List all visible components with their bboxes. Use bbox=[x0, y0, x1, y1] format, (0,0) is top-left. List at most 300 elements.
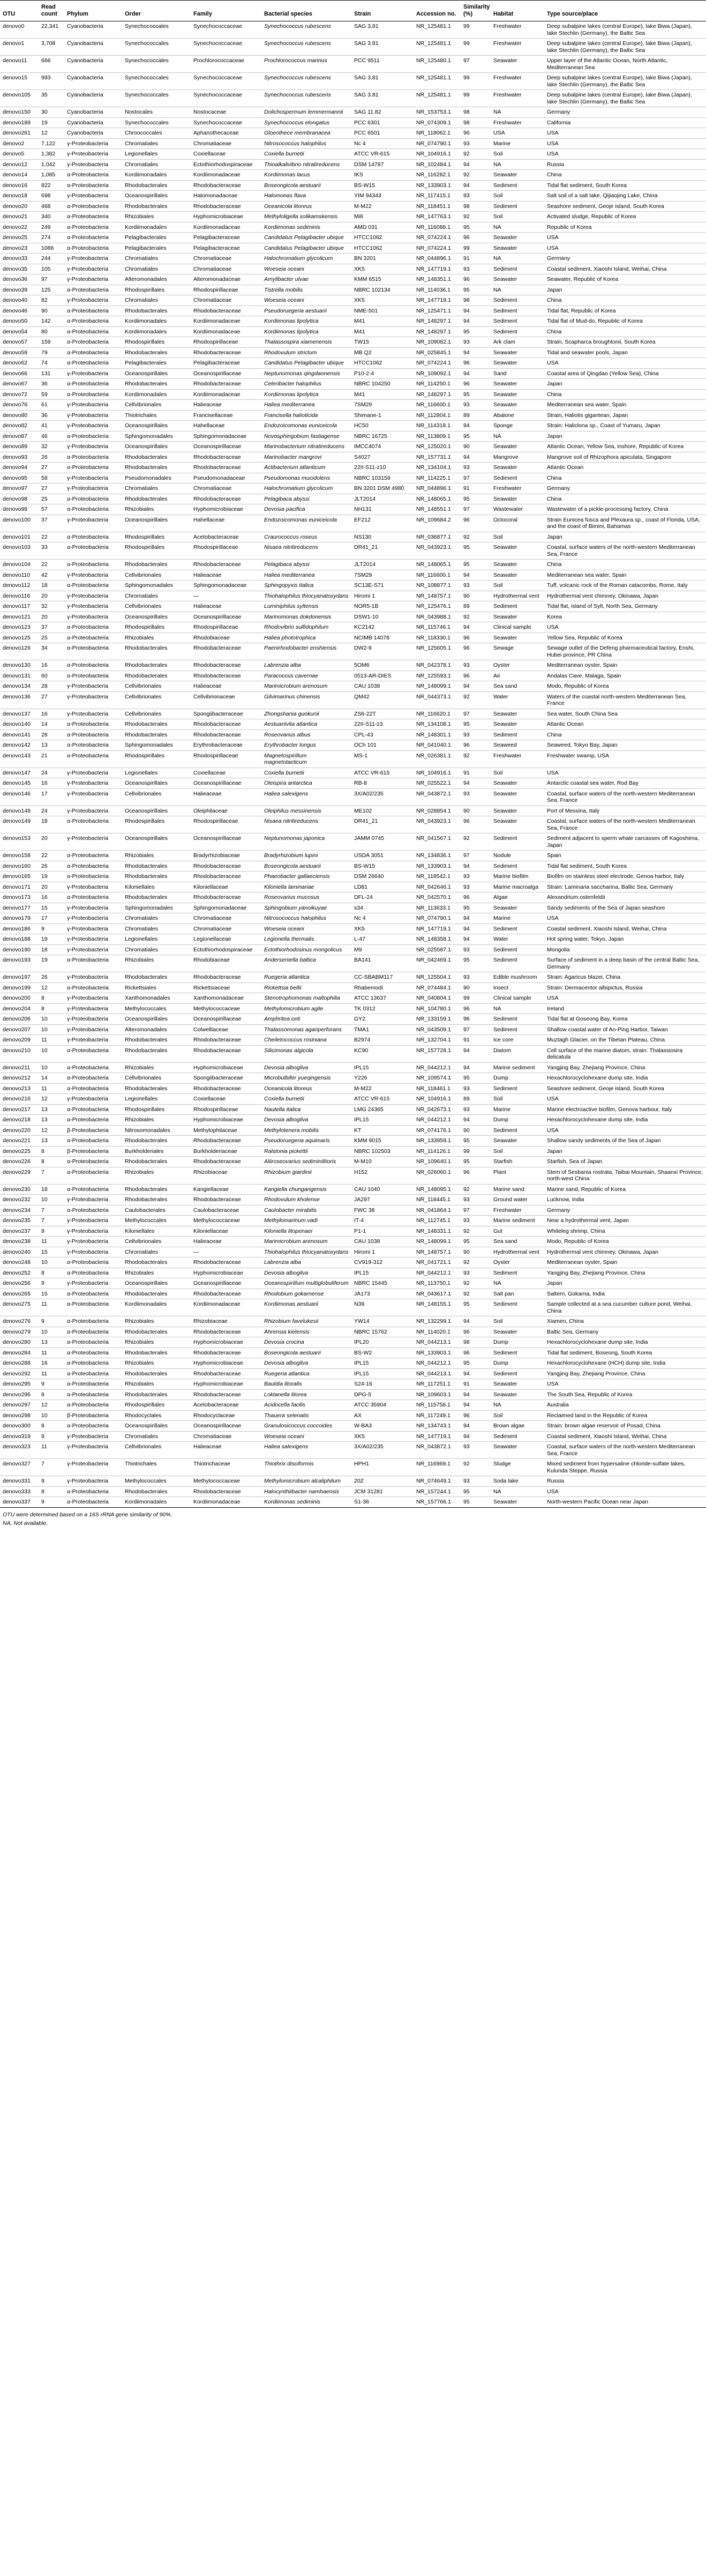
cell-bacterial-species: Rhizobium giardinii bbox=[261, 1167, 351, 1184]
cell-bacterial-species: Acidocella facilis bbox=[261, 1400, 351, 1411]
table-row bbox=[0, 740, 706, 751]
cell-otu: denovo145 bbox=[0, 778, 39, 789]
cell-strain: P10-2-4 bbox=[351, 368, 414, 379]
cell-bacterial-species: Pseudoruegeria aquimaris bbox=[261, 1136, 351, 1146]
cell-read-count: 274 bbox=[39, 233, 64, 243]
cell-read-count: 61 bbox=[39, 400, 64, 411]
cell-family: Kordiimonadaceae bbox=[191, 170, 261, 181]
cell-family: Rhodobacteraceae bbox=[191, 660, 261, 671]
cell-habitat: Salt pan bbox=[491, 1289, 544, 1299]
cell-similarity: 89 bbox=[461, 1094, 491, 1105]
cell-similarity: 97 bbox=[461, 851, 491, 861]
cell-read-count: 8 bbox=[39, 1157, 64, 1167]
table-row bbox=[0, 1216, 706, 1226]
cell-read-count: 1086 bbox=[39, 243, 64, 254]
cell-otu: denovo146 bbox=[0, 788, 39, 806]
cell-habitat: Gut bbox=[491, 1226, 544, 1237]
cell-phylum: α-Proteobacteria bbox=[64, 1136, 122, 1146]
cell-read-count: 10 bbox=[39, 1327, 64, 1337]
cell-accession-no: NR_044373.1 bbox=[414, 691, 461, 709]
table-row bbox=[0, 1316, 706, 1327]
cell-bacterial-species: Nitrosococcus halophilus bbox=[261, 913, 351, 924]
table-row bbox=[0, 191, 706, 202]
cell-habitat: Sediment bbox=[491, 180, 544, 191]
cell-otu: denovo288 bbox=[0, 1358, 39, 1369]
cell-strain: MB Q2 bbox=[351, 347, 414, 358]
cell-read-count: 10 bbox=[39, 1195, 64, 1205]
cell-read-count: 9 bbox=[39, 1431, 64, 1442]
cell-phylum: γ-Proteobacteria bbox=[64, 612, 122, 622]
cell-accession-no: NR_148065.1 bbox=[414, 494, 461, 504]
cell-otu: denovo323 bbox=[0, 1442, 39, 1459]
cell-habitat: Sediment bbox=[491, 955, 544, 972]
cell-similarity: 98 bbox=[461, 1337, 491, 1348]
cell-habitat: Sea sand bbox=[491, 681, 544, 692]
table-row bbox=[0, 1167, 706, 1184]
cell-phylum: α-Proteobacteria bbox=[64, 306, 122, 316]
cell-strain: NH131 bbox=[351, 504, 414, 515]
cell-accession-no: NR_044213.1 bbox=[414, 1368, 461, 1379]
cell-type-source-place: Strain, Haliotis gigantean, Japan bbox=[544, 410, 706, 421]
cell-order: Burkholderiales bbox=[122, 1146, 191, 1157]
cell-type-source-place: Atlantic Ocean bbox=[544, 463, 706, 473]
cell-family: Kordiimonadaceae bbox=[191, 326, 261, 337]
cell-phylum: α-Proteobacteria bbox=[64, 504, 122, 515]
table-row bbox=[0, 993, 706, 1004]
table-row bbox=[0, 709, 706, 719]
cell-order: Alteromonadales bbox=[122, 1024, 191, 1035]
cell-similarity: 91 bbox=[461, 1379, 491, 1390]
cell-habitat: Seawater bbox=[491, 243, 544, 254]
cell-type-source-place: Biofilm on stainless steel electrode, Genoa harbor, Italy bbox=[544, 872, 706, 882]
cell-type-source-place: Hydrothermal vent chimney, Okinawa, Japan bbox=[544, 1247, 706, 1257]
cell-similarity: 95 bbox=[461, 1486, 491, 1497]
cell-accession-no: NR_074224.1 bbox=[414, 243, 461, 254]
cell-otu: denovo72 bbox=[0, 389, 39, 400]
cell-similarity: 93 bbox=[461, 1442, 491, 1459]
cell-read-count: 12 bbox=[39, 128, 64, 139]
cell-family: Rhodospirillaceae bbox=[191, 816, 261, 833]
cell-bacterial-species: Thalassospira xiamenensis bbox=[261, 337, 351, 348]
cell-otu: denovo35 bbox=[0, 264, 39, 274]
cell-strain: NBRC 16725 bbox=[351, 431, 414, 442]
cell-order: Kordiimonadales bbox=[122, 326, 191, 337]
cell-strain: M41 bbox=[351, 389, 414, 400]
cell-strain: DFL-24 bbox=[351, 892, 414, 903]
cell-strain: JAMM 0745 bbox=[351, 833, 414, 851]
cell-read-count: 15 bbox=[39, 903, 64, 913]
cell-similarity: 94 bbox=[461, 570, 491, 580]
cell-order: Pelagibacterales bbox=[122, 233, 191, 243]
cell-accession-no: NR_102484.1 bbox=[414, 159, 461, 170]
cell-otu: denovo87 bbox=[0, 431, 39, 442]
cell-phylum: γ-Proteobacteria bbox=[64, 1014, 122, 1025]
cell-otu: denovo33 bbox=[0, 254, 39, 264]
cell-otu: denovo212 bbox=[0, 1073, 39, 1084]
cell-phylum: α-Proteobacteria bbox=[64, 463, 122, 473]
cell-order: Oceanospirillales bbox=[122, 1421, 191, 1432]
cell-strain: NBRC 15762 bbox=[351, 1327, 414, 1337]
cell-accession-no: NR_148297.1 bbox=[414, 316, 461, 327]
cell-habitat: Seawater bbox=[491, 400, 544, 411]
cell-type-source-place: Deep subalpine lakes (central Europe), lake Biwa (Japan), lake Stechlin (Germany), the Baltic Sea bbox=[544, 73, 706, 90]
cell-habitat: Sediment bbox=[491, 944, 544, 955]
table-row bbox=[0, 170, 706, 181]
cell-habitat: Seawater bbox=[491, 442, 544, 452]
cell-type-source-place: Strain: Laminaria saccharina, Baltic Sea, Germany bbox=[544, 882, 706, 892]
cell-otu: denovo232 bbox=[0, 1195, 39, 1205]
cell-read-count: 12 bbox=[39, 1094, 64, 1105]
cell-accession-no: NR_044213.1 bbox=[414, 1337, 461, 1348]
cell-strain: XK5 bbox=[351, 1431, 414, 1442]
cell-type-source-place: Tidal and seawater pools, Japan bbox=[544, 347, 706, 358]
cell-read-count: 10 bbox=[39, 1062, 64, 1073]
cell-habitat: Sediment bbox=[491, 295, 544, 306]
cell-read-count: 14 bbox=[39, 719, 64, 730]
cell-type-source-place: Coastal sediment, Xiaoshi Island, Weihai, China bbox=[544, 264, 706, 274]
table-row bbox=[0, 128, 706, 139]
cell-type-source-place: Port of Messina, Italy bbox=[544, 806, 706, 816]
cell-similarity: 93 bbox=[461, 944, 491, 955]
cell-read-count: 244 bbox=[39, 254, 64, 264]
cell-habitat: Freshwater bbox=[491, 1205, 544, 1216]
cell-read-count: 10 bbox=[39, 1257, 64, 1268]
cell-strain: SAG 3.81 bbox=[351, 39, 414, 56]
cell-type-source-place: Germany bbox=[544, 107, 706, 118]
cell-bacterial-species: Synechococcus rubescens bbox=[261, 73, 351, 90]
cell-otu: denovo130 bbox=[0, 660, 39, 671]
cell-read-count: 26 bbox=[39, 452, 64, 463]
cell-accession-no: NR_109603.1 bbox=[414, 1389, 461, 1400]
cell-order: Chromatiales bbox=[122, 913, 191, 924]
cell-strain: IT-4 bbox=[351, 1216, 414, 1226]
cell-read-count: 1,085 bbox=[39, 170, 64, 181]
cell-bacterial-species: Devosia albogilva bbox=[261, 1358, 351, 1369]
cell-bacterial-species: Boseongicola aestuarii bbox=[261, 861, 351, 872]
cell-strain: NS130 bbox=[351, 532, 414, 542]
cell-phylum: γ-Proteobacteria bbox=[64, 806, 122, 816]
cell-otu: denovo82 bbox=[0, 421, 39, 431]
cell-order: Rhodobacterales bbox=[122, 347, 191, 358]
cell-strain: N39 bbox=[351, 1299, 414, 1316]
cell-strain: XK5 bbox=[351, 264, 414, 274]
table-row bbox=[0, 442, 706, 452]
cell-read-count: 90 bbox=[39, 306, 64, 316]
cell-order: Cellvibrionales bbox=[122, 1442, 191, 1459]
table-row bbox=[0, 601, 706, 612]
cell-family: Oceanospirillaceae bbox=[191, 833, 261, 851]
cell-accession-no: NR_104916.1 bbox=[414, 768, 461, 778]
cell-order: Rhizobiales bbox=[122, 504, 191, 515]
table-row bbox=[0, 1268, 706, 1278]
table-row bbox=[0, 180, 706, 191]
cell-bacterial-species: Aestuariivita atlantica bbox=[261, 719, 351, 730]
cell-bacterial-species: Candidatus Pelagibacter ubique bbox=[261, 243, 351, 254]
cell-accession-no: NR_134108.1 bbox=[414, 719, 461, 730]
cell-similarity: 96 bbox=[461, 128, 491, 139]
cell-order: Rhodobacterales bbox=[122, 306, 191, 316]
cell-habitat: Marine sand bbox=[491, 1184, 544, 1195]
header-row bbox=[0, 1, 706, 21]
table-row bbox=[0, 1289, 706, 1299]
cell-read-count: 18 bbox=[39, 944, 64, 955]
cell-read-count: 74 bbox=[39, 358, 64, 369]
cell-accession-no: NR_148331.1 bbox=[414, 1226, 461, 1237]
cell-habitat: Sediment bbox=[491, 924, 544, 934]
cell-strain: B2974 bbox=[351, 1035, 414, 1046]
cell-family: Pseudomonadaceae bbox=[191, 473, 261, 483]
cell-bacterial-species: Haliea phototrophica bbox=[261, 632, 351, 643]
cell-type-source-place: Tuff, volcanic rock of the Roman catacombs, Rome, Italy bbox=[544, 580, 706, 591]
cell-family: Rhodobacteraceae bbox=[191, 1327, 261, 1337]
cell-bacterial-species: Bradyrhizobium lupini bbox=[261, 851, 351, 861]
cell-bacterial-species: Kiloniella litopenaei bbox=[261, 1226, 351, 1237]
cell-family: Nostocaceae bbox=[191, 107, 261, 118]
cell-habitat: Dump bbox=[491, 1337, 544, 1348]
cell-type-source-place: Sea water, South China Sea bbox=[544, 709, 706, 719]
cell-phylum: γ-Proteobacteria bbox=[64, 274, 122, 285]
table-row bbox=[0, 788, 706, 806]
cell-habitat: Freshwater bbox=[491, 73, 544, 90]
cell-order: Chromatiales bbox=[122, 138, 191, 149]
cell-family: Kiloniellaceae bbox=[191, 1226, 261, 1237]
cell-similarity: 93 bbox=[461, 191, 491, 202]
cell-bacterial-species: Synechococcus rubescens bbox=[261, 90, 351, 107]
cell-bacterial-species: Sphingopyxis italica bbox=[261, 580, 351, 591]
cell-type-source-place: Lucknow, India bbox=[544, 1195, 706, 1205]
cell-similarity: 96 bbox=[461, 671, 491, 681]
cell-type-source-place: Yangjing Bay, Zhejiang Province, China bbox=[544, 1062, 706, 1073]
cell-phylum: γ-Proteobacteria bbox=[64, 410, 122, 421]
table-row bbox=[0, 368, 706, 379]
table-row bbox=[0, 1497, 706, 1508]
cell-bacterial-species: Oceanospirillum multiglobuliferum bbox=[261, 1278, 351, 1289]
table-row bbox=[0, 1410, 706, 1421]
cell-phylum: α-Proteobacteria bbox=[64, 1205, 122, 1216]
cell-strain: YIM 94343 bbox=[351, 191, 414, 202]
table-row bbox=[0, 1379, 706, 1390]
cell-read-count: 82 bbox=[39, 295, 64, 306]
cell-otu: denovo149 bbox=[0, 816, 39, 833]
cell-similarity: 98 bbox=[461, 295, 491, 306]
cell-phylum: γ-Proteobacteria bbox=[64, 913, 122, 924]
table-row bbox=[0, 483, 706, 494]
cell-type-source-place: Seashore sediment, Geoje island, South Korea bbox=[544, 201, 706, 212]
cell-phylum: γ-Proteobacteria bbox=[64, 473, 122, 483]
cell-bacterial-species: Oceanicola litoreus bbox=[261, 1083, 351, 1094]
cell-similarity: 95 bbox=[461, 285, 491, 295]
cell-phylum: β-Proteobacteria bbox=[64, 1410, 122, 1421]
cell-accession-no: NR_125481.1 bbox=[414, 90, 461, 107]
cell-otu: denovo57 bbox=[0, 337, 39, 348]
cell-strain: PCC 6501 bbox=[351, 128, 414, 139]
cell-similarity: 92 bbox=[461, 212, 491, 222]
table-row bbox=[0, 1035, 706, 1046]
cell-bacterial-species: Celeribacter halophilus bbox=[261, 379, 351, 390]
cell-strain: BA141 bbox=[351, 955, 414, 972]
cell-phylum: γ-Proteobacteria bbox=[64, 368, 122, 379]
cell-family: Hyphomicrobiaceae bbox=[191, 1062, 261, 1073]
cell-similarity: 93 bbox=[461, 1195, 491, 1205]
cell-habitat: Soda lake bbox=[491, 1476, 544, 1487]
cell-accession-no: NR_114126.1 bbox=[414, 1146, 461, 1157]
table-row bbox=[0, 851, 706, 861]
cell-order: Rhodobacterales bbox=[122, 1347, 191, 1358]
cell-otu: denovo12 bbox=[0, 159, 39, 170]
cell-phylum: α-Proteobacteria bbox=[64, 337, 122, 348]
cell-family: Halieaceae bbox=[191, 400, 261, 411]
cell-read-count: 7 bbox=[39, 1167, 64, 1184]
cell-otu: denovo226 bbox=[0, 1157, 39, 1167]
cell-similarity: 95 bbox=[461, 1358, 491, 1369]
cell-type-source-place: Shallow coastal water of An-Ping Harbor, Taiwan bbox=[544, 1024, 706, 1035]
cell-bacterial-species: Synechococcus elongatus bbox=[261, 117, 351, 128]
cell-accession-no: NR_113750.1 bbox=[414, 1278, 461, 1289]
cell-type-source-place: Xiamen, China bbox=[544, 1316, 706, 1327]
cell-otu: denovo5 bbox=[0, 149, 39, 160]
cell-bacterial-species: Haliea salexigens bbox=[261, 788, 351, 806]
cell-read-count: 12 bbox=[39, 1125, 64, 1136]
cell-similarity: 93 bbox=[461, 138, 491, 149]
cell-bacterial-species: Thalassomonas agariperforans bbox=[261, 1024, 351, 1035]
cell-read-count: 1,382 bbox=[39, 149, 64, 160]
cell-similarity: 96 bbox=[461, 816, 491, 833]
cell-similarity: 94 bbox=[461, 1062, 491, 1073]
cell-otu: denovo101 bbox=[0, 532, 39, 542]
table-row bbox=[0, 1476, 706, 1487]
cell-otu: denovo148 bbox=[0, 806, 39, 816]
cell-order: Sphingomonadales bbox=[122, 431, 191, 442]
cell-habitat: Nodule bbox=[491, 851, 544, 861]
cell-habitat: Seawater bbox=[491, 560, 544, 570]
cell-accession-no: NR_074790.1 bbox=[414, 138, 461, 149]
table-row bbox=[0, 671, 706, 681]
table-row bbox=[0, 1184, 706, 1195]
cell-accession-no: NR_134743.1 bbox=[414, 1421, 461, 1432]
cell-family: — bbox=[191, 591, 261, 601]
cell-family: Spongiibacteraceae bbox=[191, 709, 261, 719]
cell-type-source-place: Japan bbox=[544, 379, 706, 390]
cell-bacterial-species: Rhodobium gokarnense bbox=[261, 1289, 351, 1299]
cell-type-source-place: USA bbox=[544, 149, 706, 160]
cell-phylum: α-Proteobacteria bbox=[64, 1045, 122, 1062]
cell-habitat: Mangrove bbox=[491, 452, 544, 463]
cell-habitat: Seawater bbox=[491, 612, 544, 622]
cell-otu: denovo20 bbox=[0, 201, 39, 212]
cell-strain: FWC 38 bbox=[351, 1205, 414, 1216]
cell-habitat: Soil bbox=[491, 212, 544, 222]
cell-bacterial-species: Devosia pacifica bbox=[261, 504, 351, 515]
cell-type-source-place: Andalas Cave, Malaga, Spain bbox=[544, 671, 706, 681]
cell-similarity: 90 bbox=[461, 982, 491, 993]
cell-otu: denovo116 bbox=[0, 591, 39, 601]
cell-phylum: Cyanobacteria bbox=[64, 73, 122, 90]
cell-bacterial-species: Coxiella burnetii bbox=[261, 768, 351, 778]
cell-family: Rhodobacteraceae bbox=[191, 1347, 261, 1358]
cell-bacterial-species: Oleispira antarctica bbox=[261, 778, 351, 789]
cell-phylum: α-Proteobacteria bbox=[64, 212, 122, 222]
table-row bbox=[0, 1003, 706, 1014]
cell-habitat: NA bbox=[491, 107, 544, 118]
cell-phylum: γ-Proteobacteria bbox=[64, 882, 122, 892]
cell-read-count: 9 bbox=[39, 1278, 64, 1289]
cell-read-count: 7 bbox=[39, 1216, 64, 1226]
cell-bacterial-species: Nautella italica bbox=[261, 1104, 351, 1115]
cell-similarity: 94 bbox=[461, 1115, 491, 1126]
cell-bacterial-species: Phaeobacter gallaeciensis bbox=[261, 872, 351, 882]
table-row bbox=[0, 347, 706, 358]
cell-otu: denovo200 bbox=[0, 993, 39, 1004]
cell-accession-no: NR_074649.1 bbox=[414, 1476, 461, 1487]
cell-similarity: 94 bbox=[461, 1045, 491, 1062]
cell-accession-no: NR_043923.1 bbox=[414, 542, 461, 560]
cell-family: Spongiibacteraceae bbox=[191, 1073, 261, 1084]
cell-strain: S24-16 bbox=[351, 1379, 414, 1390]
cell-habitat: Seawater bbox=[491, 347, 544, 358]
cell-order: Chromatiales bbox=[122, 924, 191, 934]
cell-otu: denovo117 bbox=[0, 601, 39, 612]
cell-family: Coxiellaceae bbox=[191, 1094, 261, 1105]
cell-similarity: 96 bbox=[461, 515, 491, 532]
cell-phylum: α-Proteobacteria bbox=[64, 1157, 122, 1167]
cell-similarity: 93 bbox=[461, 1083, 491, 1094]
cell-bacterial-species: Synechococcus rubescens bbox=[261, 39, 351, 56]
cell-habitat: Oyster bbox=[491, 1257, 544, 1268]
cell-bacterial-species: Kangiella chungangensis bbox=[261, 1184, 351, 1195]
cell-habitat: Marine bbox=[491, 138, 544, 149]
cell-accession-no: NR_148099.1 bbox=[414, 681, 461, 692]
cell-type-source-place: Modo, Republic of Korea bbox=[544, 681, 706, 692]
cell-order: Rhodobacterales bbox=[122, 972, 191, 983]
cell-family: Rhodobacteraceae bbox=[191, 560, 261, 570]
table-row bbox=[0, 570, 706, 580]
cell-phylum: β-Proteobacteria bbox=[64, 1146, 122, 1157]
table-row bbox=[0, 1337, 706, 1348]
cell-similarity: 94 bbox=[461, 421, 491, 431]
cell-phylum: α-Proteobacteria bbox=[64, 285, 122, 295]
cell-accession-no: NR_134104.1 bbox=[414, 463, 461, 473]
cell-strain: JLT2014 bbox=[351, 494, 414, 504]
cell-order: Alteromonadales bbox=[122, 274, 191, 285]
cell-read-count: 97 bbox=[39, 274, 64, 285]
cell-similarity: 92 bbox=[461, 170, 491, 181]
cell-order: Rhodobacterales bbox=[122, 201, 191, 212]
cell-accession-no: NR_040804.1 bbox=[414, 993, 461, 1004]
cell-phylum: γ-Proteobacteria bbox=[64, 1431, 122, 1442]
cell-habitat: Seawater bbox=[491, 1497, 544, 1508]
cell-phylum: γ-Proteobacteria bbox=[64, 601, 122, 612]
cell-otu: denovo105 bbox=[0, 90, 39, 107]
cell-strain: Nc 4 bbox=[351, 138, 414, 149]
cell-order: Rhodobacterales bbox=[122, 729, 191, 740]
cell-bacterial-species: Nisaea nitritireducens bbox=[261, 542, 351, 560]
cell-type-source-place: Ireland bbox=[544, 1003, 706, 1014]
table-row bbox=[0, 1157, 706, 1167]
cell-accession-no: NR_133903.1 bbox=[414, 861, 461, 872]
cell-order: Pelagibacterales bbox=[122, 358, 191, 369]
cell-phylum: γ-Proteobacteria bbox=[64, 1226, 122, 1237]
column-header-order: Order bbox=[122, 1, 191, 21]
cell-accession-no: NR_044896.1 bbox=[414, 483, 461, 494]
cell-similarity: 99 bbox=[461, 73, 491, 90]
cell-strain: DSM 26640 bbox=[351, 872, 414, 882]
cell-similarity: 94 bbox=[461, 1431, 491, 1442]
cell-habitat: Oyster bbox=[491, 660, 544, 671]
cell-family: Cellvibrionaceae bbox=[191, 691, 261, 709]
cell-type-source-place: Wastewater of a pickle-processing factory, China bbox=[544, 504, 706, 515]
table-row bbox=[0, 463, 706, 473]
cell-read-count: 33 bbox=[39, 542, 64, 560]
